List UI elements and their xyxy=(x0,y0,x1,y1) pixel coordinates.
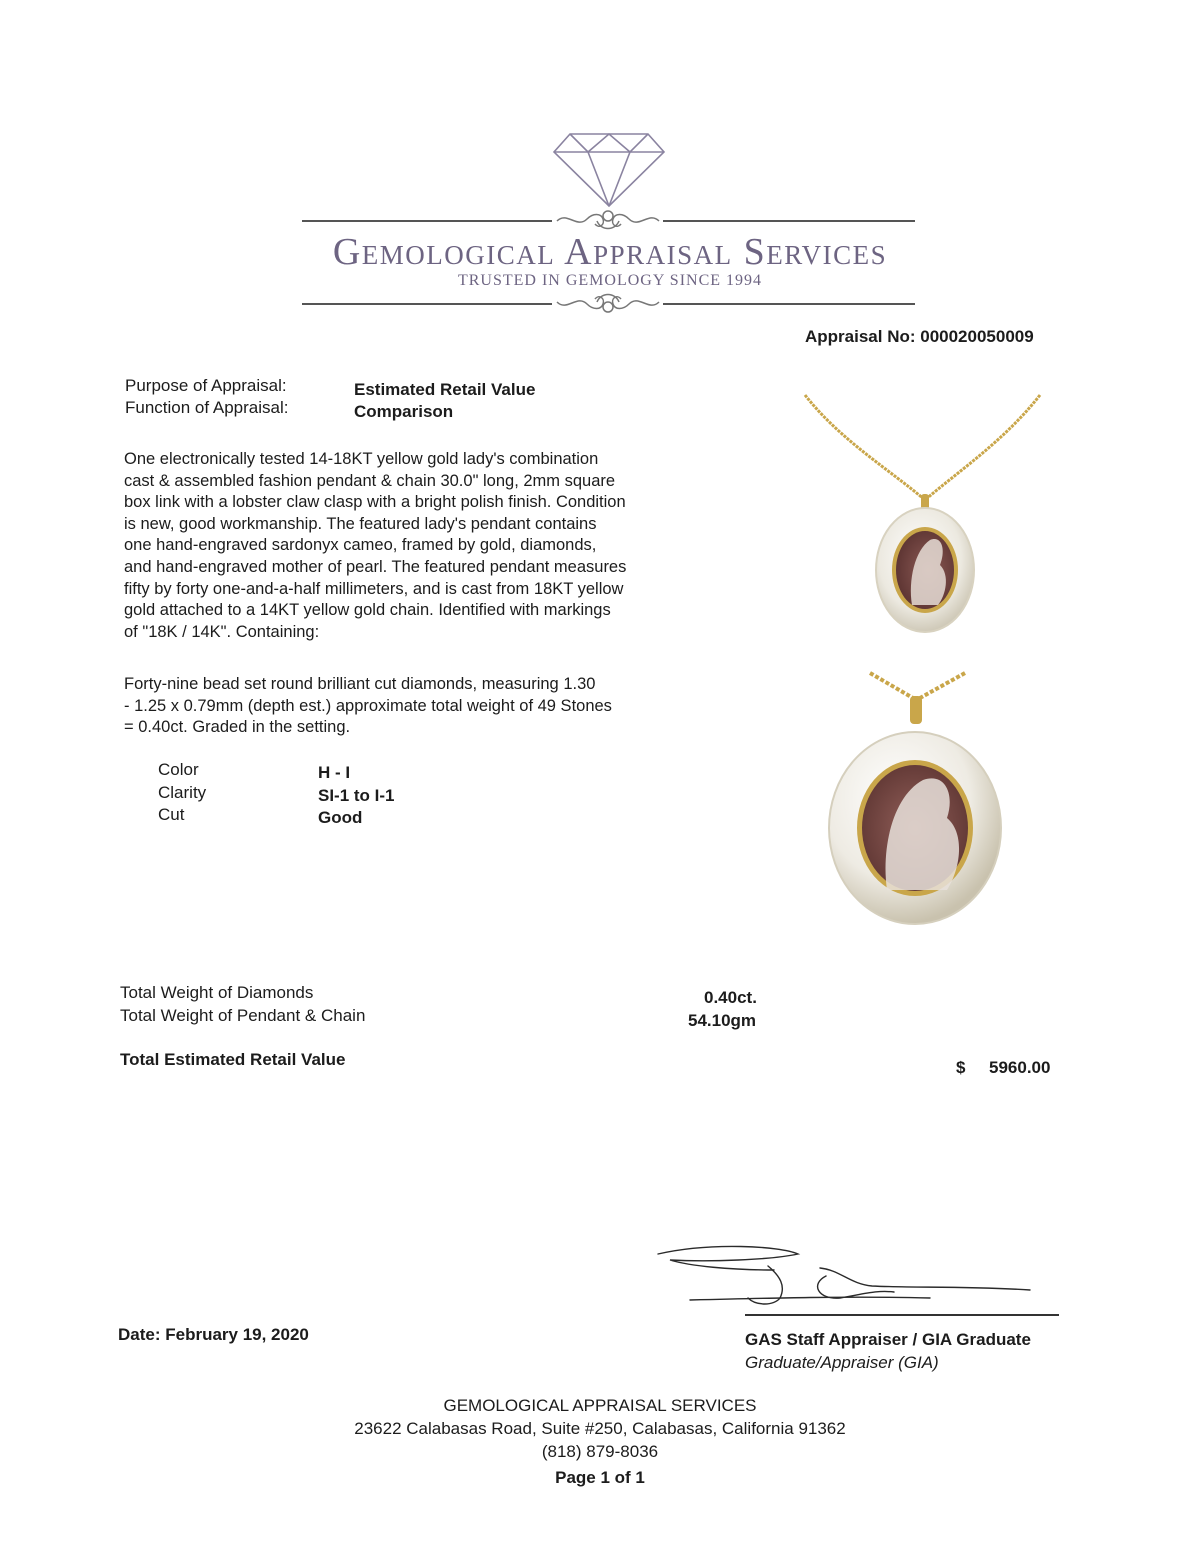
retail-value: 5960.00 xyxy=(989,1058,1051,1077)
diamonds-description-line: Forty-nine bead set round brilliant cut diamonds, measuring 1.30 xyxy=(124,675,596,693)
appraiser-title: GAS Staff Appraiser / GIA Graduate xyxy=(745,1330,1031,1349)
description-line: fifty by forty one-and-a-half millimeters, and is cast from 18KT yellow xyxy=(124,579,624,598)
description-line: one hand-engraved sardonyx cameo, framed by gold, diamonds, xyxy=(124,536,597,555)
description-line: One electronically tested 14-18KT yellow gold lady's combination xyxy=(124,450,599,468)
pendant-photo-with-chain xyxy=(800,390,1050,650)
diamonds-description-line: - 1.25 x 0.79mm (depth est.) approximate total weight of 49 Stones xyxy=(124,696,612,715)
company-tagline: TRUSTED IN GEMOLOGY SINCE 1994 xyxy=(457,272,763,289)
flourish-ornament-bottom xyxy=(553,290,663,316)
grading-cut-value: Good xyxy=(318,808,363,827)
footer-company: GEMOLOGICAL APPRAISAL SERVICES xyxy=(443,1396,757,1415)
grading-clarity-label: Clarity xyxy=(158,783,207,802)
signature-line xyxy=(745,1314,1059,1316)
description-line: of "18K / 14K". Containing: xyxy=(124,622,320,641)
diamond-outline-icon xyxy=(552,128,666,208)
page-number: Page 1 of 1 xyxy=(555,1468,645,1487)
total-diamonds-value: 0.40ct. xyxy=(704,988,757,1007)
company-name: Gemological Appraisal Services xyxy=(332,231,888,273)
letterhead xyxy=(0,0,1200,330)
description-line: cast & assembled fashion pendant & chain 30.0" long, 2mm square xyxy=(124,471,616,490)
description-line: and hand-engraved mother of pearl. The featured pendant measures xyxy=(124,557,627,576)
grading-clarity-value: SI-1 to I-1 xyxy=(318,786,395,805)
function-label: Function of Appraisal: xyxy=(125,398,289,417)
letterhead-rule-bottom-left xyxy=(302,303,552,305)
grading-cut-label: Cut xyxy=(158,805,185,824)
appraiser-subtitle: Graduate/Appraiser (GIA) xyxy=(745,1353,939,1372)
appraisal-date: Date: February 19, 2020 xyxy=(118,1325,309,1344)
purpose-value: Estimated Retail Value xyxy=(354,380,536,399)
total-pendant-label: Total Weight of Pendant & Chain xyxy=(120,1006,366,1025)
signature xyxy=(650,1240,1070,1320)
description-line: box link with a lobster claw clasp with a bright polish finish. Condition xyxy=(124,493,626,512)
description-line: is new, good workmanship. The featured lady's pendant contains xyxy=(124,514,597,533)
retail-currency: $ xyxy=(956,1058,966,1077)
letterhead-rule-top-left xyxy=(302,220,552,222)
total-diamonds-label: Total Weight of Diamonds xyxy=(120,983,314,1002)
grading-color-label: Color xyxy=(158,760,199,779)
letterhead-rule-top-right xyxy=(663,220,915,222)
item-description xyxy=(124,449,764,643)
appraisal-number: Appraisal No: 000020050009 xyxy=(805,327,1034,346)
diamonds-description xyxy=(124,674,764,739)
total-retail-label: Total Estimated Retail Value xyxy=(120,1050,346,1069)
letterhead-rule-bottom-right xyxy=(663,303,915,305)
description-line: gold attached to a 14KT yellow gold chain. Identified with markings xyxy=(124,601,611,620)
diamonds-description-line: = 0.40ct. Graded in the setting. xyxy=(124,718,351,737)
pendant-photo-closeup xyxy=(815,668,1015,928)
function-value: Comparison xyxy=(354,402,454,421)
footer-address: 23622 Calabasas Road, Suite #250, Calabasas, California 91362 xyxy=(354,1419,846,1438)
purpose-label: Purpose of Appraisal: xyxy=(125,376,287,395)
total-pendant-value: 54.10gm xyxy=(688,1011,757,1030)
footer-phone: (818) 879-8036 xyxy=(541,1442,659,1461)
grading-color-value: H - I xyxy=(318,763,351,782)
